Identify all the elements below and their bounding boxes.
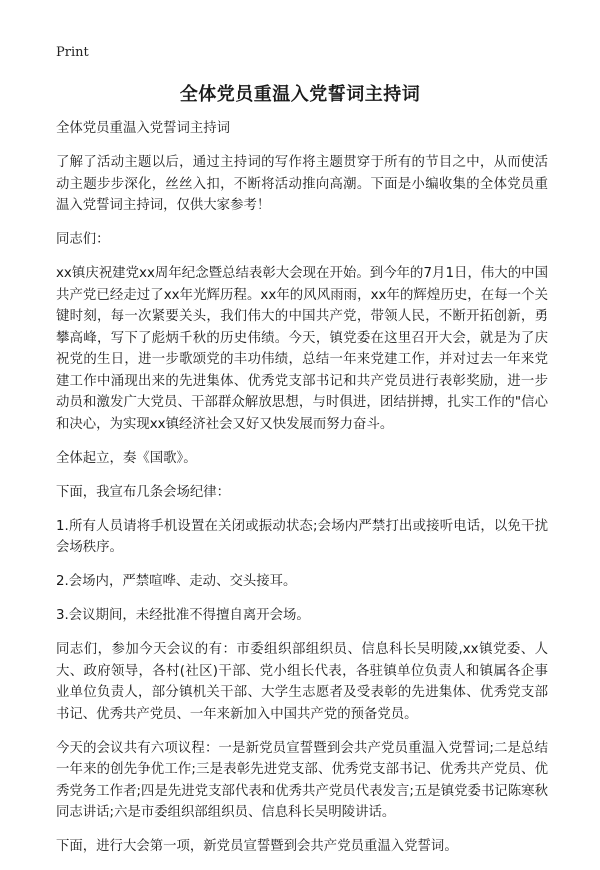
first-item-paragraph: 下面，进行大会第一项，新党员宣誓暨到会共产党员重温入党誓词。 [56,839,458,854]
agenda-paragraph: 今天的会议共有六项议程：一是新党员宣誓暨到会共产党员重温入党誓词;二是总结一年来的创先争优工作;三是表彰先进党支部、优秀党支部书记、优秀共产党员、优秀党务工作者;四是先进党支部代表和优秀共产党员代表发言;五是镇党委书记陈寒秋同志讲话;六是市委组织部组织员、信息科长吴明陵讲话。 [56,740,548,820]
intro-paragraph: 了解了活动主题以后，通过主持词的写作将主题贯穿于所有的节目之中，从而使活动主题步步深化，丝丝入扣，不断将活动推向高潮。下面是小编收集的全体党员重温入党誓词主持词，仅供大家参考！ [56,155,548,213]
document-title: 全体党员重温入党誓词主持词 [179,84,421,105]
opening-paragraph: xx镇庆祝建党xx周年纪念暨总结表彰大会现在开始。到今年的7月1日，伟大的中国共产党已经走过了xx年光辉历程。xx年的风风雨雨，xx年的辉煌历史，在每一个关键时刻，每一次紧要关头，我们伟大的中国共产党，带领人民，不断开拓创新，勇攀高峰，写下了彪炳千秋的历史伟绩。今天，镇党委在这里召开大会，就是为了庆祝党的生日，进一步歌颂党的丰功伟绩，总结一年来党建工作，并对过去一年来党建工作中涌现出来的先进集体、优秀党支部书记和共产党员进行表彰奖励，进一步动员和激发广大党员、干部群众解放思想，与时俱进，团结拼搏，扎实工作的"信心和决心，为实现xx镇经济社会又好又快发展而努力奋斗。 [56,266,548,432]
attendees-paragraph: 同志们，参加今天会议的有：市委组织部组织员、信息科长吴明陵,xx镇党委、人大、政府领导，各村(社区)干部、党小组长代表，各驻镇单位负责人和镇属各企事业单位负责人，部分镇机关干部、大学生志愿者及受表彰的先进集体、优秀党支部书记、优秀共产党员、一年来新加入中国共产党的预备党员。 [56,642,548,722]
discipline-rule-1: 1.所有人员请将手机设置在关闭或振动状态;会场内严禁打出或接听电话，以免干扰会场秩序。 [56,518,548,555]
document-body [56,118,548,870]
discipline-intro-paragraph: 下面，我宣布几条会场纪律： [56,484,231,500]
discipline-rule-3: 3.会议期间，未经批准不得擅自离开会场。 [56,608,310,623]
anthem-paragraph: 全体起立，奏《国歌》。 [56,450,197,466]
subtitle-paragraph: 全体党员重温入党誓词主持词 [56,121,231,136]
greeting-paragraph: 同志们： [56,232,110,247]
print-link[interactable]: Print [56,45,89,60]
discipline-rule-2: 2.会场内，严禁喧哗、走动、交头接耳。 [56,574,297,589]
